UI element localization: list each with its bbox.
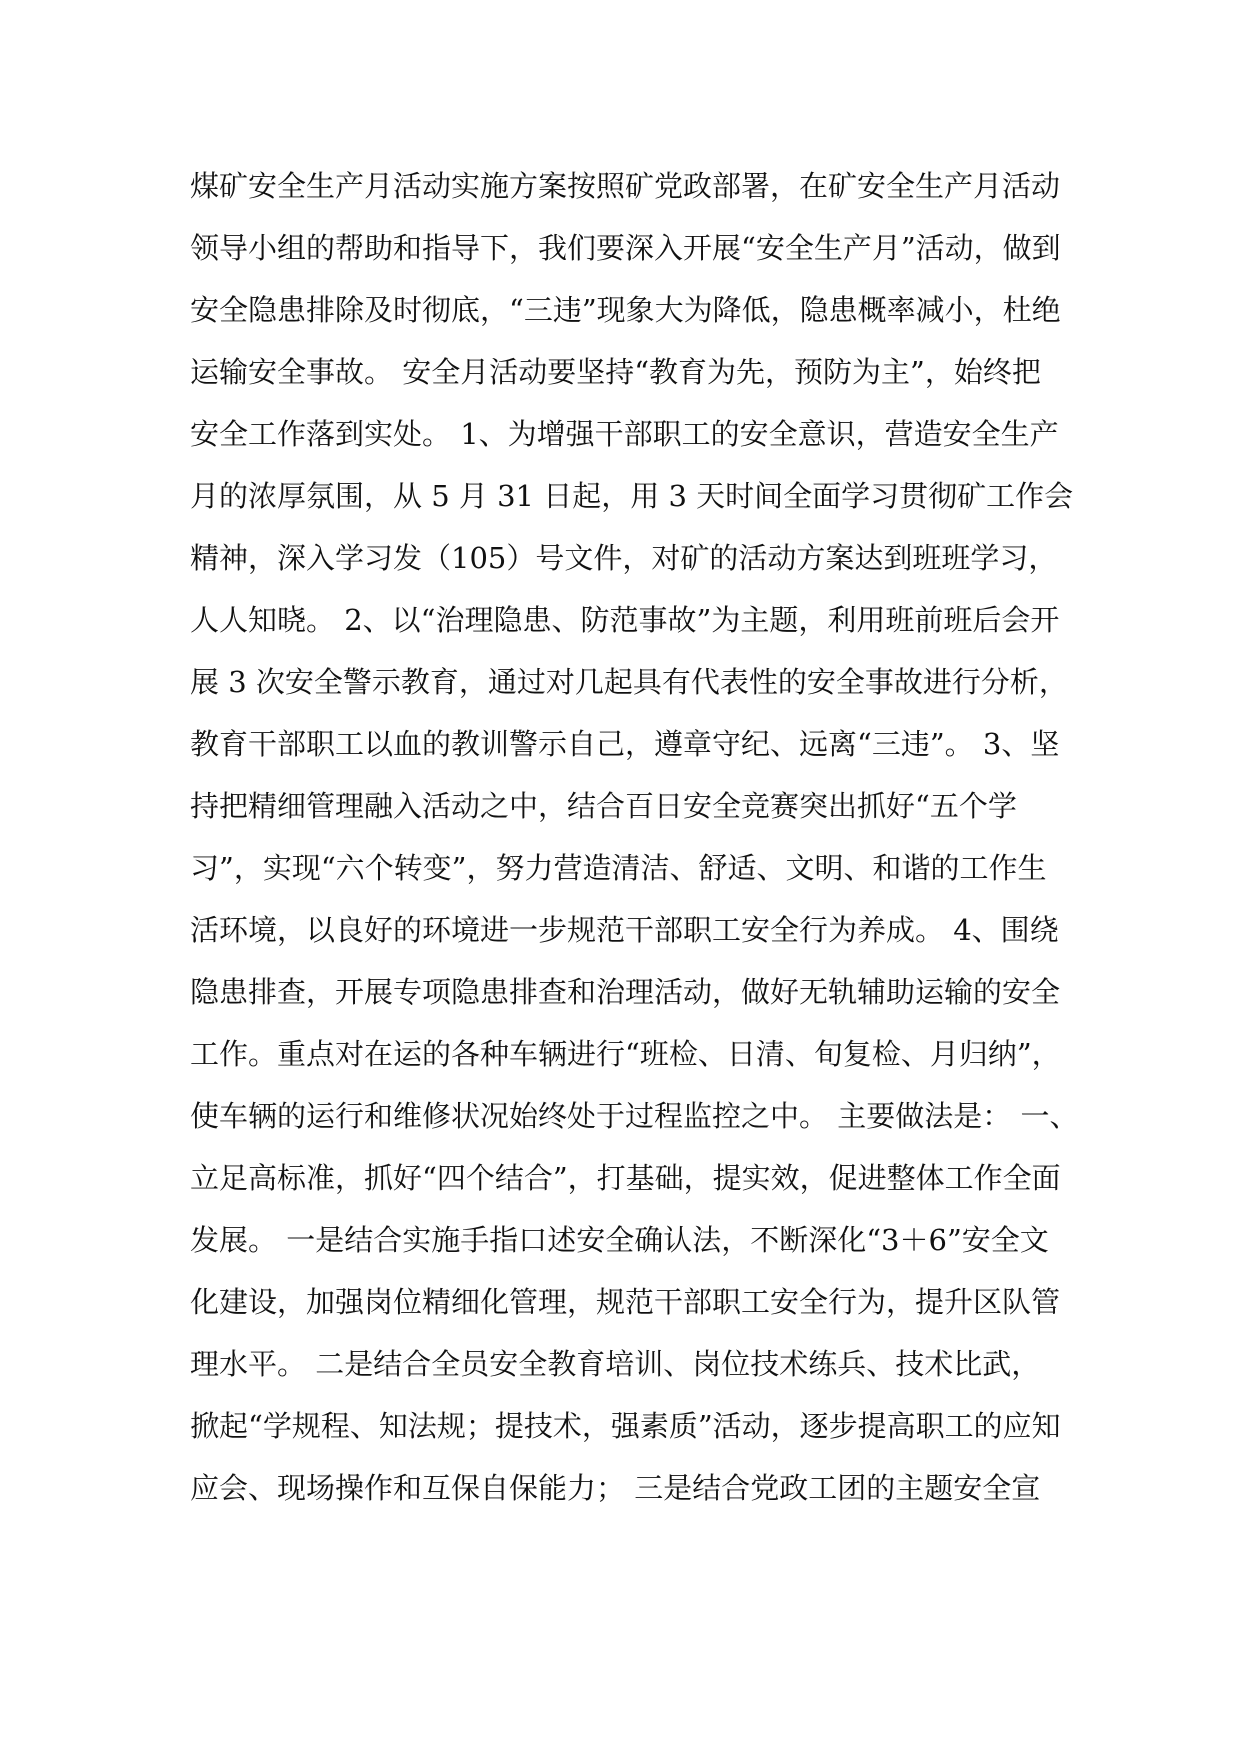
text-line: 发展。 一是结合实施手指口述安全确认法，不断深化“3＋6”安全文	[190, 1223, 1049, 1257]
text-line: 安全隐患排除及时彻底，“三违”现象大为降低，隐患概率减小，杜绝	[190, 293, 1061, 327]
text-line: 使车辆的运行和维修状况始终处于过程监控之中。 主要做法是： 一、	[190, 1099, 1079, 1133]
text-line: 隐患排查，开展专项隐患排查和治理活动，做好无轨辅助运输的安全	[190, 975, 1061, 1009]
text-line: 工作。重点对在运的各种车辆进行“班检、日清、旬复检、月归纳”，	[190, 1037, 1061, 1071]
text-line: 展 3 次安全警示教育，通过对几起具有代表性的安全事故进行分析，	[190, 665, 1068, 699]
text-line: 持把精细管理融入活动之中，结合百日安全竞赛突出抓好“五个学	[190, 789, 1017, 823]
text-line: 运输安全事故。 安全月活动要坚持“教育为先，预防为主”，始终把	[190, 355, 1041, 389]
text-line: 精神，深入学习发（105）号文件，对矿的活动方案达到班班学习，	[190, 541, 1058, 575]
text-line: 化建设，加强岗位精细化管理，规范干部职工安全行为，提升区队管	[190, 1285, 1061, 1319]
text-line: 活环境，以良好的环境进一步规范干部职工安全行为养成。 4、围绕	[190, 913, 1059, 947]
text-line: 掀起“学规程、知法规；提技术，强素质”活动，逐步提高职工的应知	[190, 1409, 1061, 1443]
text-line: 教育干部职工以血的教训警示自己，遵章守纪、远离“三违”。 3、坚	[190, 727, 1060, 761]
text-line: 人人知晓。 2、以“治理隐患、防范事故”为主题，利用班前班后会开	[190, 603, 1060, 637]
text-line: 应会、现场操作和互保自保能力； 三是结合党政工团的主题安全宣	[190, 1471, 1041, 1505]
text-line: 习”，实现“六个转变”，努力营造清洁、舒适、文明、和谐的工作生	[190, 851, 1047, 885]
text-line: 月的浓厚氛围，从 5 月 31 日起，用 3 天时间全面学习贯彻矿工作会	[190, 479, 1074, 513]
text-line: 煤矿安全生产月活动实施方案按照矿党政部署，在矿安全生产月活动	[190, 169, 1061, 203]
text-line: 安全工作落到实处。 1、为增强干部职工的安全意识，营造安全生产	[190, 417, 1059, 451]
text-line: 立足高标准，抓好“四个结合”，打基础，提实效，促进整体工作全面	[190, 1161, 1061, 1195]
text-line: 领导小组的帮助和指导下，我们要深入开展“安全生产月”活动，做到	[190, 231, 1061, 265]
body-text	[190, 155, 1090, 1519]
text-line: 理水平。 二是结合全员安全教育培训、岗位技术练兵、技术比武，	[190, 1347, 1041, 1381]
